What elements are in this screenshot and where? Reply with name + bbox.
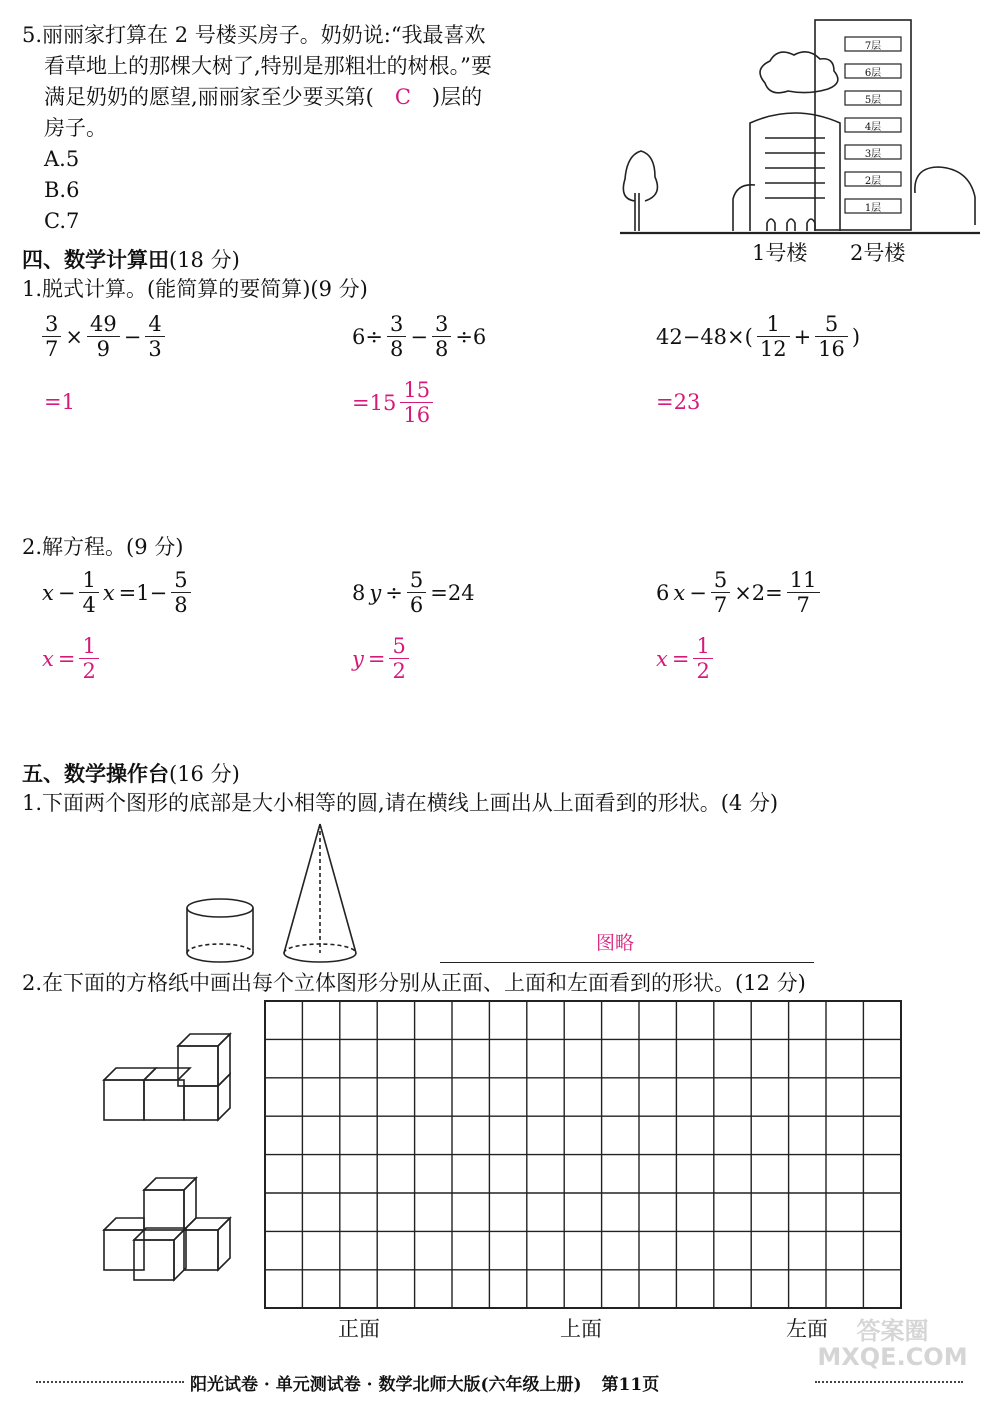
cube-solids-figure bbox=[98, 1028, 238, 1288]
cylinder-icon bbox=[187, 899, 253, 962]
tree-icon bbox=[623, 151, 657, 231]
section-5-part1-answer: 图略 bbox=[596, 932, 635, 954]
section-5-score: (16 分) bbox=[169, 762, 240, 786]
calc-expression-1: $\frac{3}{7}$ × $\frac{49}{9}$ − $\frac{4}{3}$ bbox=[42, 312, 165, 361]
section-5-part2-title: 2.在下面的方格纸中画出每个立体图形分别从正面、上面和左面看到的形状。(12 分) bbox=[22, 971, 806, 995]
floor-label-7: 7层 bbox=[864, 41, 882, 52]
equation-3: 6 x − $\frac{5}{7}$ ×2= $\frac{11}{7}$ bbox=[656, 568, 820, 617]
section-4-part1-title: 1.脱式计算。(能简算的要简算)(9 分) bbox=[22, 277, 368, 301]
section-5-part1-title: 1.下面两个图形的底部是大小相等的圆,请在横线上画出从上面看到的形状。(4 分) bbox=[22, 791, 779, 815]
equation-answer-2: y = $\frac{5}{2}$ bbox=[352, 634, 409, 683]
section-4-heading bbox=[22, 244, 240, 274]
equation-2: 8 y ÷ $\frac{5}{6}$ =24 bbox=[352, 568, 475, 617]
section-5-title: 五、数学操作台 bbox=[22, 761, 169, 786]
floor-label-1: 1层 bbox=[864, 203, 882, 214]
grid-label-front: 正面 bbox=[338, 1317, 380, 1341]
q5-line-3-end: )层的 bbox=[431, 85, 483, 109]
grid-label-left: 左面 bbox=[786, 1317, 828, 1341]
calc-expression-2: 6÷ $\frac{3}{8}$ − $\frac{3}{8}$ ÷6 bbox=[352, 312, 487, 361]
building-1-label: 1号楼 bbox=[752, 241, 808, 265]
q5-answer: C bbox=[394, 85, 411, 109]
section-4-title: 四、数学计算田 bbox=[22, 247, 169, 272]
floor-label-3: 3层 bbox=[864, 149, 882, 160]
floor-label-4: 4层 bbox=[864, 122, 882, 133]
floor-label-2: 2层 bbox=[864, 176, 882, 187]
footer-page: 第11页 bbox=[601, 1375, 660, 1395]
cylinder-cone-figure bbox=[180, 820, 360, 965]
floor-label-6: 6层 bbox=[864, 68, 882, 79]
solid-1-icon bbox=[104, 1034, 230, 1120]
solid-2-icon bbox=[104, 1178, 230, 1280]
grid-label-top: 上面 bbox=[560, 1317, 602, 1341]
floor-label-5: 5层 bbox=[864, 95, 882, 106]
calc-answer-2-whole: =15 bbox=[352, 390, 397, 415]
q5-line-3 bbox=[22, 82, 612, 113]
grid-paper[interactable] bbox=[264, 1000, 904, 1312]
footer-dots-left bbox=[36, 1381, 184, 1383]
q5-line-3-start: 满足奶奶的愿望,丽丽家至少要买第( bbox=[44, 85, 374, 109]
q5-line-2: 看草地上的那棵大树了,特别是那粗壮的树根。”要 bbox=[44, 54, 492, 78]
calc-expression-3: 42−48×( $\frac{1}{12}$ + $\frac{5}{16}$ ) bbox=[656, 312, 861, 361]
calc-answer-3: =23 bbox=[656, 390, 701, 414]
calc-answer-1: =1 bbox=[44, 390, 75, 414]
equation-answer-1: x = $\frac{1}{2}$ bbox=[42, 634, 99, 683]
cone-icon bbox=[284, 824, 356, 962]
building-1 bbox=[750, 113, 840, 231]
q5-option-c: C.7 bbox=[44, 209, 80, 233]
watermark-logo: 答案圈 MXQE.COM bbox=[817, 1317, 968, 1371]
buildings-illustration bbox=[615, 15, 985, 240]
footer-text: 阳光试卷 · 单元测试卷 · 数学北师大版(六年级上册) bbox=[190, 1375, 582, 1395]
question-5 bbox=[22, 20, 612, 237]
building-2-label: 2号楼 bbox=[850, 241, 906, 265]
section-4-part2-title: 2.解方程。(9 分) bbox=[22, 535, 184, 559]
q5-option-b: B.6 bbox=[44, 178, 80, 202]
q5-option-a: A.5 bbox=[44, 147, 80, 171]
q5-line-4: 房子。 bbox=[44, 116, 107, 140]
equation-answer-3: x = $\frac{1}{2}$ bbox=[656, 634, 713, 683]
section-5-heading bbox=[22, 758, 240, 788]
q5-line-1: 5.丽丽家打算在 2 号楼买房子。奶奶说:“我最喜欢 bbox=[22, 23, 486, 47]
cloud-bottom-left bbox=[733, 185, 755, 231]
cloud-right bbox=[915, 167, 975, 225]
cloud-left bbox=[760, 52, 838, 93]
calc-answer-2: =15 $\frac{15}{16}$ bbox=[352, 378, 433, 427]
footer-dots-right bbox=[815, 1381, 963, 1383]
footer bbox=[190, 1370, 659, 1395]
answer-line bbox=[440, 962, 814, 963]
section-4-score: (18 分) bbox=[169, 248, 240, 272]
equation-1: x − $\frac{1}{4}$ x =1− $\frac{5}{8}$ bbox=[42, 568, 191, 617]
